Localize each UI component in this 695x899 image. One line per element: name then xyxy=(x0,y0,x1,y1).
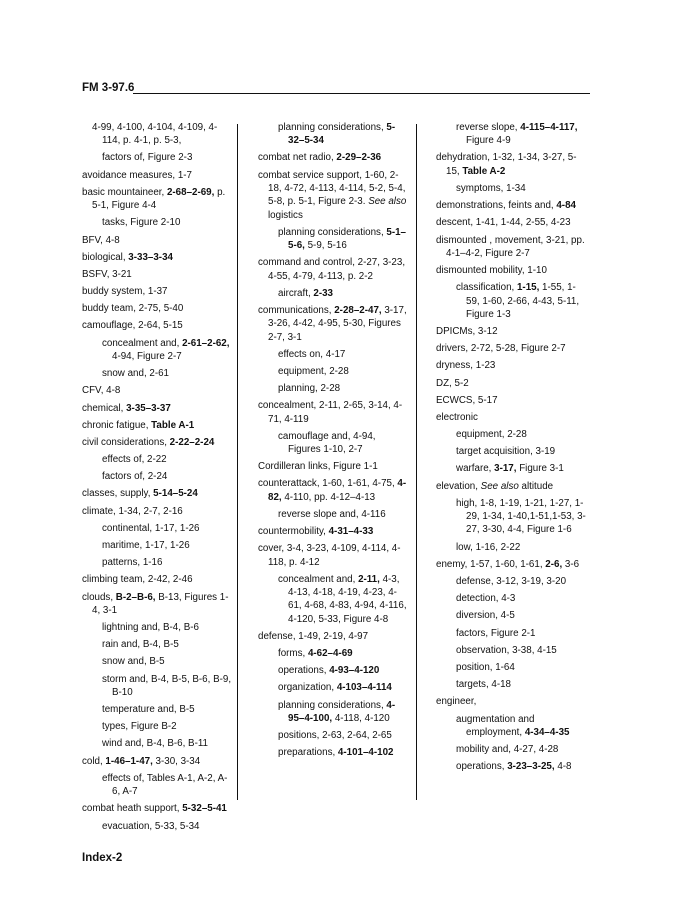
index-entry-text: warfare, xyxy=(456,463,495,475)
index-column-1 xyxy=(82,121,232,837)
index-entry-text: clouds, xyxy=(82,591,116,603)
index-entry-text: equipment, 2-28 xyxy=(278,365,349,377)
index-entry-text: 4-3, 4-13, 4-18, 4-19, 4-23, 4-61, 4-68, 4-83, 4-94, 4-116, 4-120, 5-33, Figure 4-8 xyxy=(288,573,407,625)
index-entry-text: symptoms, 1-34 xyxy=(456,182,526,194)
index-entry xyxy=(436,234,586,261)
index-entry-text: B-13, Figures 1-4, 3-1 xyxy=(92,591,229,616)
index-entry-text: combat net radio, xyxy=(258,152,337,164)
index-entry xyxy=(436,264,586,277)
index-subentry xyxy=(102,216,232,229)
index-entry-text: basic mountaineer, xyxy=(82,186,167,198)
index-entry-text: defense, 1-49, 2-19, 4-97 xyxy=(258,630,369,642)
index-entry-text: 1-46–1-47, xyxy=(105,755,153,767)
index-entry xyxy=(436,359,586,372)
index-entry xyxy=(82,384,232,397)
index-entry-text: operations, xyxy=(456,761,508,773)
index-entry-text: p. 5-1, Figure 4-4 xyxy=(92,186,226,212)
index-entry-text: communications, xyxy=(258,304,335,316)
index-subentry xyxy=(456,445,586,458)
index-entry-text: dehydration, 1-32, 1-34, 3-27, 5-15, xyxy=(436,152,577,177)
index-entry-text: aircraft, xyxy=(278,287,314,299)
index-entry-text: command and control, 2-27, 3-23, 4-55, 4-79, 4-113, p. 2-2 xyxy=(258,257,406,282)
index-subentry xyxy=(278,365,408,378)
index-entry-text: positions, 2-63, 2-64, 2-65 xyxy=(278,730,392,742)
index-subentry xyxy=(456,743,586,756)
index-entry-text: tasks, Figure 2-10 xyxy=(102,217,181,229)
index-subentry xyxy=(102,820,232,833)
index-entry-text: patterns, 1-16 xyxy=(102,557,163,569)
index-entry-text: diversion, 4-5 xyxy=(456,610,515,622)
index-entry-text: camouflage and, 4-94, Figures 1-10, 2-7 xyxy=(278,430,376,456)
index-entry-text: descent, 1-41, 1-44, 2-55, 4-23 xyxy=(436,217,571,229)
index-subentry xyxy=(278,430,408,457)
index-entry-text: high, 1-8, 1-19, 1-21, 1-27, 1-29, 1-34, 1-40,1-51,1-53, 3-27, 3-30, 4-4, Figure 1-6 xyxy=(456,497,586,536)
index-subentry xyxy=(102,539,232,552)
header-rule xyxy=(133,93,590,94)
index-entry xyxy=(82,285,232,298)
index-entry-text: 4-31–4-33 xyxy=(328,526,374,538)
index-entry-text: reverse slope and, 4-116 xyxy=(278,508,386,520)
index-entry-text: See also xyxy=(368,196,407,208)
index-entry xyxy=(82,302,232,315)
index-subentry xyxy=(456,121,586,148)
index-entry-text: equipment, 2-28 xyxy=(456,429,527,441)
index-entry-text: snow and, B-5 xyxy=(102,656,165,668)
index-entry-text: DPICMs, 3-12 xyxy=(436,325,498,337)
index-entry-text: 4-118, 4-120 xyxy=(332,712,390,724)
index-entry-text: 4-115–4-117, xyxy=(520,122,578,133)
index-entry-text: Figure 4-9 xyxy=(466,135,511,147)
index-entry xyxy=(82,234,232,247)
index-entry-text: 4-62–4-69 xyxy=(307,648,353,660)
index-entry-text: maritime, 1-17, 1-26 xyxy=(102,540,190,552)
index-entry-text: 3-35–3-37 xyxy=(126,402,171,414)
index-entry-text: planning considerations, xyxy=(278,122,387,133)
index-entry xyxy=(82,802,232,815)
index-entry-text: DZ, 5-2 xyxy=(436,377,469,389)
index-entry-text: targets, 4-18 xyxy=(456,679,512,691)
index-entry-text: 2-68–2-69, xyxy=(166,186,215,198)
index-entry-text: 5-9, 5-16 xyxy=(304,240,347,252)
index-subentry xyxy=(102,556,232,569)
index-subentry xyxy=(278,664,408,677)
index-subentry xyxy=(278,681,408,694)
index-subentry xyxy=(102,655,232,668)
index-entry-text: position, 1-64 xyxy=(456,661,515,673)
index-entry xyxy=(82,436,232,449)
index-continuation xyxy=(92,121,232,148)
index-subentry xyxy=(278,508,408,521)
index-entry xyxy=(82,487,232,500)
column-divider-1 xyxy=(237,124,238,800)
index-entry xyxy=(258,542,408,569)
index-entry-text: mobility and, 4-27, 4-28 xyxy=(456,744,559,755)
index-entry-text: factors of, 2-24 xyxy=(102,471,168,483)
index-entry-text: 2-33 xyxy=(313,287,333,299)
index-entry-text: 2-6, xyxy=(545,558,563,570)
index-entry-text: preparations, xyxy=(278,747,338,759)
index-entry-text: chronic fatigue, xyxy=(82,419,152,431)
index-entry xyxy=(82,402,232,415)
index-entry-text: dryness, 1-23 xyxy=(436,360,496,372)
index-entry-text: 4-82, xyxy=(268,478,407,503)
index-entry xyxy=(82,319,232,332)
index-entry-text: 2-61–2-62, xyxy=(182,337,230,349)
index-entry xyxy=(436,377,586,390)
index-entry-text: forms, xyxy=(278,648,308,660)
index-subentry xyxy=(456,462,586,475)
index-entry-text: 2-29–2-36 xyxy=(336,152,382,164)
index-entry-text: rain and, B-4, B-5 xyxy=(102,639,179,651)
index-entry-text: 2-11, xyxy=(358,573,380,585)
index-entry-text: factors, Figure 2-1 xyxy=(456,627,536,639)
index-entry-text: 4-94, Figure 2-7 xyxy=(112,350,182,362)
index-entry-text: BFV, 4-8 xyxy=(82,234,120,246)
index-entry-text: augmentation and employment, xyxy=(456,713,535,738)
index-entry-text: 4-8 xyxy=(554,761,572,773)
index-subentry xyxy=(102,337,232,364)
index-subentry xyxy=(102,151,232,164)
index-entry-text: B-2–B-6, xyxy=(115,591,156,603)
index-entry-text: 4-84 xyxy=(556,200,576,212)
index-subentry xyxy=(102,673,232,700)
index-entry-text: CFV, 4-8 xyxy=(82,385,121,397)
index-entry xyxy=(258,630,408,643)
index-entry-text: 4-95–4-100, xyxy=(288,699,396,724)
index-entry-text: avoidance measures, 1-7 xyxy=(82,169,193,181)
index-entry-text: elevation, xyxy=(436,480,481,492)
index-entry xyxy=(436,558,586,571)
page-number: Index-2 xyxy=(82,852,123,864)
index-entry xyxy=(82,169,232,182)
index-entry-text: factors of, Figure 2-3 xyxy=(102,152,193,164)
index-subentry xyxy=(456,760,586,773)
index-entry-text: detection, 4-3 xyxy=(456,593,516,605)
index-entry xyxy=(436,199,586,212)
index-subentry xyxy=(278,382,408,395)
index-entry-text: ECWCS, 5-17 xyxy=(436,394,498,406)
index-entry-text: target acquisition, 3-19 xyxy=(456,446,556,458)
index-entry-text: buddy system, 1-37 xyxy=(82,286,168,298)
index-subentry xyxy=(102,638,232,651)
index-entry-text: snow and, 2-61 xyxy=(102,368,169,380)
index-entry-text: combat heath support, xyxy=(82,803,183,815)
index-entry-text: drivers, 2-72, 5-28, Figure 2-7 xyxy=(436,343,566,355)
index-entry-text: wind and, B-4, B-6, B-11 xyxy=(102,738,209,750)
index-entry-text: countermobility, xyxy=(258,526,329,538)
index-subentry xyxy=(102,522,232,535)
index-subentry xyxy=(278,647,408,660)
index-entry xyxy=(82,419,232,432)
index-entry-text: Cordilleran links, Figure 1-1 xyxy=(258,461,378,473)
index-subentry xyxy=(456,661,586,674)
index-entry xyxy=(82,186,232,213)
index-entry-text: 3-17, 3-26, 4-42, 4-95, 5-30, Figures 2-7, 3-1 xyxy=(268,304,407,343)
index-entry-text: logistics xyxy=(268,209,303,221)
index-entry-text: dismounted mobility, 1-10 xyxy=(436,265,547,277)
index-entry xyxy=(82,755,232,768)
index-entry xyxy=(436,695,586,708)
index-entry-text: camouflage, 2-64, 5-15 xyxy=(82,320,183,332)
running-header-title: FM 3-97.6 xyxy=(82,82,135,94)
index-entry xyxy=(436,394,586,407)
index-entry-text: combat service support, 1-60, 2-18, 4-72, 4-113, 4-114, 5-2, 5-4, 5-8, p. 5-1, Figure 2-3. xyxy=(258,169,406,208)
index-entry-text: storm and, B-4, B-5, B-6, B-9, B-10 xyxy=(102,673,232,698)
index-entry-text: evacuation, 5-33, 5-34 xyxy=(102,820,200,832)
index-subentry xyxy=(278,746,408,759)
index-subentry xyxy=(456,627,586,640)
index-subentry xyxy=(102,772,232,799)
index-subentry xyxy=(456,428,586,441)
index-entry xyxy=(82,591,232,618)
index-subentry xyxy=(456,281,586,321)
index-entry-text: 5-32–5-34 xyxy=(288,122,396,147)
index-entry-text: 5-14–5-24 xyxy=(153,488,198,500)
index-entry-text: cover, 3-4, 3-23, 4-109, 4-114, 4-118, p. 4-12 xyxy=(258,543,401,568)
index-entry xyxy=(258,169,408,222)
index-entry xyxy=(82,573,232,586)
index-entry-text: low, 1-16, 2-22 xyxy=(456,541,521,553)
index-subentry xyxy=(102,621,232,634)
index-subentry xyxy=(456,678,586,691)
index-entry-text: observation, 3-38, 4-15 xyxy=(456,644,557,656)
index-entry-text: reverse slope, xyxy=(456,122,521,133)
index-entry-text: effects of, 2-22 xyxy=(102,454,167,466)
index-entry-text: buddy team, 2-75, 5-40 xyxy=(82,303,184,315)
index-entry-text: concealment and, xyxy=(102,337,183,349)
index-entry-text: 4-34–4-35 xyxy=(524,726,570,738)
index-entry-text: planning considerations, xyxy=(278,226,387,238)
index-subentry xyxy=(278,121,408,148)
index-entry-text: 4-103–4-114 xyxy=(336,682,392,694)
index-entry xyxy=(258,399,408,426)
index-entry-text: 2-28–2-47, xyxy=(334,304,382,316)
index-entry-text: counterattack, 1-60, 1-61, 4-75, xyxy=(258,478,398,490)
index-entry xyxy=(436,411,586,424)
index-entry xyxy=(436,480,586,493)
index-entry-text: 4-110, pp. 4-12–4-13 xyxy=(281,491,376,503)
index-subentry xyxy=(278,699,408,726)
index-entry xyxy=(82,268,232,281)
index-entry-text: planning, 2-28 xyxy=(278,383,341,395)
index-entry-text: 4-99, 4-100, 4-104, 4-109, 4-114, p. 4-1, p. 5-3, xyxy=(92,122,218,147)
index-subentry xyxy=(102,737,232,750)
index-entry-text: effects on, 4-17 xyxy=(278,348,346,360)
index-column-3 xyxy=(436,121,586,777)
index-subentry xyxy=(456,575,586,588)
index-entry-text: altitude xyxy=(518,480,554,492)
index-entry-text: BSFV, 3-21 xyxy=(82,268,132,280)
index-entry-text: Figure 3-1 xyxy=(516,463,564,475)
index-entry-text: 1-55, 1-59, 1-60, 2-66, 4-43, 5-11, Figure 1-3 xyxy=(466,282,580,320)
index-entry xyxy=(258,525,408,538)
index-entry-text: 5-32–5-41 xyxy=(182,803,227,815)
index-entry-text: 4-101–4-102 xyxy=(337,747,394,759)
index-entry-text: climate, 1-34, 2-7, 2-16 xyxy=(82,505,183,517)
index-subentry xyxy=(456,644,586,657)
index-entry-text: 3-23–3-25, xyxy=(507,761,555,773)
index-subentry xyxy=(278,226,408,253)
index-entry-text: temperature and, B-5 xyxy=(102,704,195,716)
index-entry-text: 2-22–2-24 xyxy=(169,436,215,448)
index-entry-text: biological, xyxy=(82,251,129,263)
index-entry-text: planning considerations, xyxy=(278,699,387,711)
index-entry-text: concealment, 2-11, 2-65, 3-14, 4-71, 4-119 xyxy=(258,400,403,425)
index-entry-text: Table A-2 xyxy=(462,165,506,177)
index-entry-text: climbing team, 2-42, 2-46 xyxy=(82,574,193,586)
index-entry-text: effects of, Tables A-1, A-2, A-6, A-7 xyxy=(102,772,228,798)
index-subentry xyxy=(456,541,586,554)
index-subentry xyxy=(278,729,408,742)
index-entry-text: continental, 1-17, 1-26 xyxy=(102,522,200,534)
index-subentry xyxy=(102,453,232,466)
index-entry-text: See also xyxy=(480,480,519,492)
index-entry-text: 3-30, 3-34 xyxy=(152,755,201,767)
index-entry-text: engineer, xyxy=(436,696,477,708)
index-entry-text: classes, supply, xyxy=(82,488,154,500)
index-subentry xyxy=(456,497,586,537)
index-entry-text: 5-1–5-6, xyxy=(288,226,406,252)
index-subentry xyxy=(278,287,408,300)
column-divider-2 xyxy=(416,124,417,800)
index-subentry xyxy=(102,703,232,716)
index-entry-text: 1-15, xyxy=(516,282,540,294)
index-entry-text: electronic xyxy=(436,411,478,423)
index-subentry xyxy=(456,713,586,740)
index-subentry xyxy=(278,348,408,361)
index-entry-text: cold, xyxy=(82,755,106,767)
index-entry xyxy=(82,505,232,518)
index-entry xyxy=(258,477,408,504)
index-subentry xyxy=(456,609,586,622)
index-entry-text: organization, xyxy=(278,682,337,694)
index-column-2 xyxy=(258,121,408,763)
index-entry xyxy=(258,151,408,164)
index-entry-text: 3-33–3-34 xyxy=(128,251,173,263)
index-entry xyxy=(436,151,586,178)
index-subentry xyxy=(456,182,586,195)
index-entry xyxy=(436,325,586,338)
index-entry xyxy=(258,304,408,344)
index-entry-text: defense, 3-12, 3-19, 3-20 xyxy=(456,576,567,588)
index-entry xyxy=(436,216,586,229)
index-entry-text: classification, xyxy=(456,282,517,294)
index-subentry xyxy=(102,367,232,380)
index-entry-text: lightning and, B-4, B-6 xyxy=(102,622,199,634)
index-entry-text: 3-6 xyxy=(562,558,580,570)
index-subentry xyxy=(102,470,232,483)
index-entry xyxy=(258,460,408,473)
index-entry xyxy=(258,256,408,283)
index-entry-text: operations, xyxy=(278,665,330,677)
index-subentry xyxy=(456,592,586,605)
index-entry-text: dismounted , movement, 3-21, pp. 4-1–4-2, Figure 2-7 xyxy=(436,234,585,259)
index-entry xyxy=(436,342,586,355)
index-entry-text: demonstrations, feints and, xyxy=(436,200,557,212)
index-entry-text: types, Figure B-2 xyxy=(102,721,177,733)
index-entry-text: 3-17, xyxy=(494,463,517,475)
index-entry-text: 4-93–4-120 xyxy=(329,665,380,677)
index-entry-text: enemy, 1-57, 1-60, 1-61, xyxy=(436,558,546,570)
index-subentry xyxy=(102,720,232,733)
index-entry-text: Table A-1 xyxy=(151,419,195,431)
index-entry-text: civil considerations, xyxy=(82,436,170,448)
index-subentry xyxy=(278,573,408,626)
index-entry xyxy=(82,251,232,264)
index-entry-text: concealment and, xyxy=(278,573,359,585)
index-entry-text: chemical, xyxy=(82,402,127,414)
